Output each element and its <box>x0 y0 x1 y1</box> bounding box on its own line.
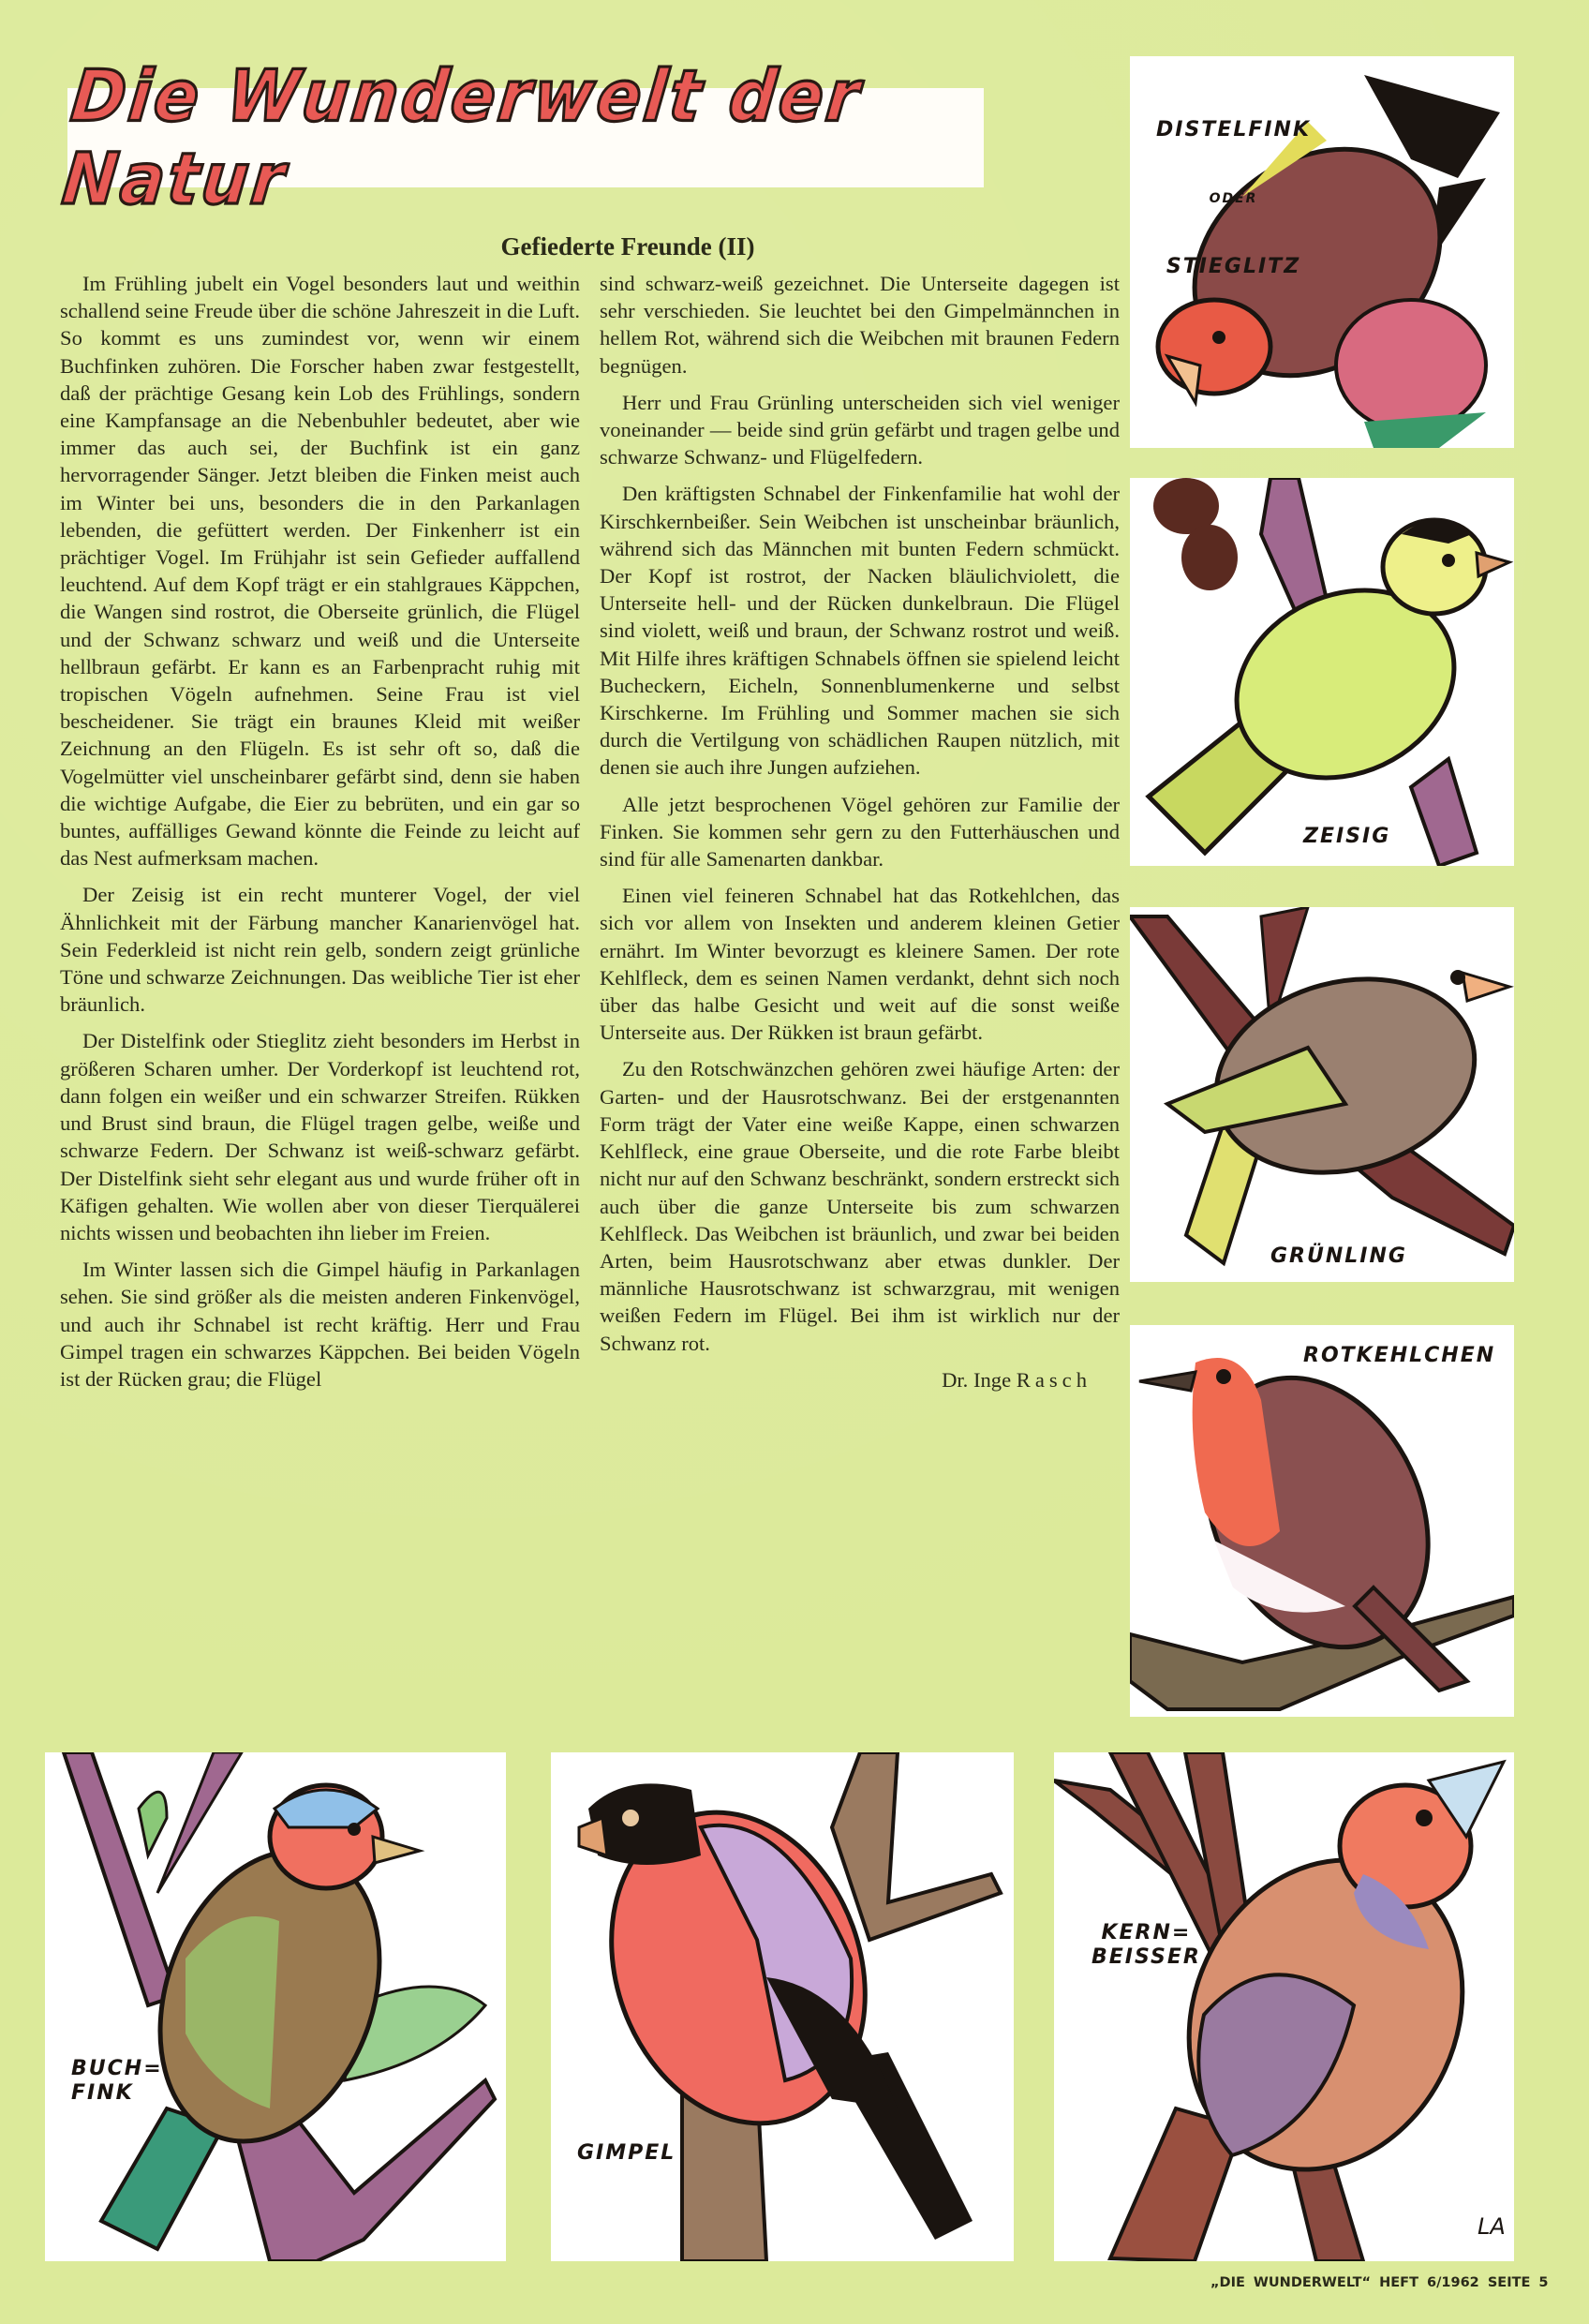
article-subtitle: Gefiederte Freunde (II) <box>500 232 755 261</box>
page-title: Die Wunderwelt der Natur <box>58 54 867 221</box>
paragraph-finken: Alle jetzt besprochenen Vögel gehören zur Familie der Finken. Sie kommen sehr gern zu den Futterhäuschen und sind für alle Samenarten dankbar. <box>600 792 1120 872</box>
label-line-3: STIEGLITZ <box>1166 255 1301 278</box>
paragraph-buchfink: Im Frühling jubelt ein Vogel besonders laut und weithin schallend seine Freude über die schöne Jahreszeit in die Luft. So kommt es uns zumindest vor, wenn wir einem Buchfinken zuhören. Die Forscher haben zwar festgestellt, daß der prächtige Gesang kein Lob des Frühlings, sondern eine Kampfansage an die Nebenbuhler bedeutet, aber wie immer das auch sei, der Buchfink ist ein ganz hervorragender Sänger. Jetzt bleiben die Finken meist auch im Winter bei uns, besonders die in den Parkanlagen lebenden, die gefüttert werden. Der Finkenherr ist ein prächtiger Vogel. Im Frühjahr ist sein Gefieder auffallend leuchtend. Auf dem Kopf trägt er ein stahlgraues Käppchen, die Wangen sind rostrot, die Oberseite grünlich, die Flügel und der Schwanz schwarz und weiß und die Unterseite hellbraun gefärbt. Er kann es an Farbenpracht ruhig mit tropischen Vögeln aufnehmen. Seine Frau ist viel bescheidener. Sie trägt ein braunes Kleid mit weißer Zeichnung an den Flügeln. Es ist sehr oft so, daß die Vogelmütter viel unscheinbarer gefärbt sind, denn sie haben die wichtige Aufgabe, die Eier zu bebrüten, und ein gar so buntes, auffälliges Gewand könnte die Feinde zu leicht auf das Nest aufmerksam machen. <box>60 272 580 871</box>
paragraph-kernbeisser: Den kräftigsten Schnabel der Finkenfamilie hat wohl der Kirschkernbeißer. Sein Weibchen ist unscheinbar bräunlich, während sich das Männchen mit bunten Federn schmückt. Der Kopf ist rostrot, der Nacken bläulichviolett, die Unterseite hell- und der Rücken dunkelbraun. Die Flügel sind violett, weiß und braun, der Schwanz rostrot und weiß. Mit Hilfe ihres kräftigen Schnabels öffnen sie spielend leicht Bucheckern, Eicheln, Sonnenblumenkerne und selbst Kirschkerne. Im Frühling und Sommer machen sie sich durch die Vertilgung von schädlichen Raupen nützlich, mit denen sie auch ihre Jungen aufziehen. <box>600 482 1120 780</box>
illustration-kernbeisser <box>1054 1752 1514 2261</box>
footer-issue: 6/1962 <box>1427 2275 1479 2290</box>
author-surname: Rasch <box>1016 1367 1092 1392</box>
label-kernbeisser: KERN= BEISSER <box>1092 1921 1201 1969</box>
footer-page-number: SEITE 5 <box>1487 2275 1549 2290</box>
paragraph-gruenling: Herr und Frau Grünling unterscheiden sich viel weniger voneinander — beide sind grün gefärbt und tragen gelbe und schwarze Schwanz- und Flügelfedern. <box>600 390 1120 469</box>
illustration-gruenling <box>1130 907 1514 1282</box>
paragraph-zeisig: Der Zeisig ist ein recht munterer Vogel, der viel Ähnlichkeit mit der Färbung mancher Kanarienvögel hat. Sein Federkleid ist nicht rein gelb, sondern zeigt grünliche Töne und schwarze Zeichnungen. Das weibliche Tier ist eher bräunlich. <box>60 883 580 1017</box>
kernbeisser-drawing <box>1054 1752 1514 2261</box>
paragraph-distelfink: Der Distelfink oder Stieglitz zieht besonders im Herbst in größeren Scharen umher. Der Vorderkopf ist leuchtend rot, dann folgen ein weißer und ein schwarzer Streifen. Rükken und Brust sind braun, die Flügel tragen gelbe, weiße und schwarze Federn. Der Schwanz ist weiß-schwarz gefärbt. Der Distelfink sieht sehr elegant aus und wurde früher oft in Käfigen gehalten. Wie wollen aber von dieser Tierquälerei nichts wissen und beobachten ihn lieber im Freien. <box>60 1029 580 1244</box>
label-gimpel: GIMPEL <box>577 2141 676 2165</box>
illustration-zeisig <box>1130 478 1514 866</box>
buchfink-drawing <box>45 1752 506 2261</box>
gimpel-drawing <box>551 1752 1014 2261</box>
illustration-gimpel <box>551 1752 1014 2261</box>
artist-signature: LA <box>1478 2213 1506 2240</box>
illustration-rotkehlchen <box>1130 1325 1514 1717</box>
paragraph-gimpel: Im Winter lassen sich die Gimpel häufig in Parkanlagen sehen. Sie sind größer als die meisten anderen Finkenvögel, und auch ihr Schnabel ist recht kräftig. Herr und Frau Gimpel tragen ein schwarzes Käppchen. Bei beiden Vögeln ist der Rücken grau; die Flügel <box>60 1258 580 1391</box>
author-prefix: Dr. Inge <box>942 1367 1012 1392</box>
paragraph-rotkehlchen: Einen viel feineren Schnabel hat das Rotkehlchen, das sich vor allem von Insekten und anderem kleinen Getier ernährt. Im Winter bevorzugt es kleinere Samen. Der rote Kehlfleck, dem es seinen Namen verdankt, dehnt sich noch über das halbe Gesicht und weit auf die sonst weiße Unterseite aus. Der Rükken ist braun gefärbt. <box>600 884 1120 1045</box>
label-distelfink <box>1156 69 1311 328</box>
paragraph-rotschwanz: Zu den Rotschwänzchen gehören zwei häufige Arten: der Garten- und der Hausrotschwanz. Bei der erstgenannten Form trägt der Vater eine weiße Kappe, einen schwarzen Kehlfleck, eine graue Oberseite, und die rote Farbe bleibt nicht nur auf den Schwanz beschränkt, sondern erstreckt sich auch über die ganze Unterseite bis zum schwarzen Kehlfleck. Das Weibchen ist bräunlich, und zwar bei beiden Arten, beim Hausrotschwanz aber etwas dunkler. Der männliche Hausrotschwanz ist schwarzgrau, mit wenigen weißen Federn im Flügel. Bei ihm ist wirklich nur der Schwanz rot. <box>600 1057 1120 1355</box>
article-column-1 <box>60 270 580 1402</box>
zeisig-drawing <box>1130 478 1514 866</box>
label-line-1: DISTELFINK <box>1156 118 1312 142</box>
gruenling-drawing <box>1130 907 1514 1282</box>
label-line-2: ODER <box>1209 191 1258 206</box>
paragraph-gimpel-cont: sind schwarz-weiß gezeichnet. Die Unterseite dagegen ist sehr verschieden. Sie leuchtet bei den Gimpelmännchen in hellem Rot, während sich die Weibchen mit braunen Federn begnügen. <box>600 272 1120 378</box>
illustration-distelfink <box>1130 56 1514 448</box>
label-gruenling: GRÜNLING <box>1270 1244 1407 1268</box>
author-byline <box>600 1366 1120 1393</box>
article-column-2 <box>600 270 1120 1393</box>
label-rotkehlchen: ROTKEHLCHEN <box>1303 1344 1496 1367</box>
page-footer <box>1210 2275 1549 2290</box>
title-banner <box>58 54 984 221</box>
label-buchfink: BUCH= FINK <box>71 2057 163 2105</box>
footer-publication: „DIE WUNDERWELT“ HEFT <box>1210 2275 1418 2290</box>
rotkehlchen-drawing <box>1130 1325 1514 1717</box>
illustration-buchfink <box>45 1752 506 2261</box>
label-zeisig: ZEISIG <box>1303 825 1391 848</box>
